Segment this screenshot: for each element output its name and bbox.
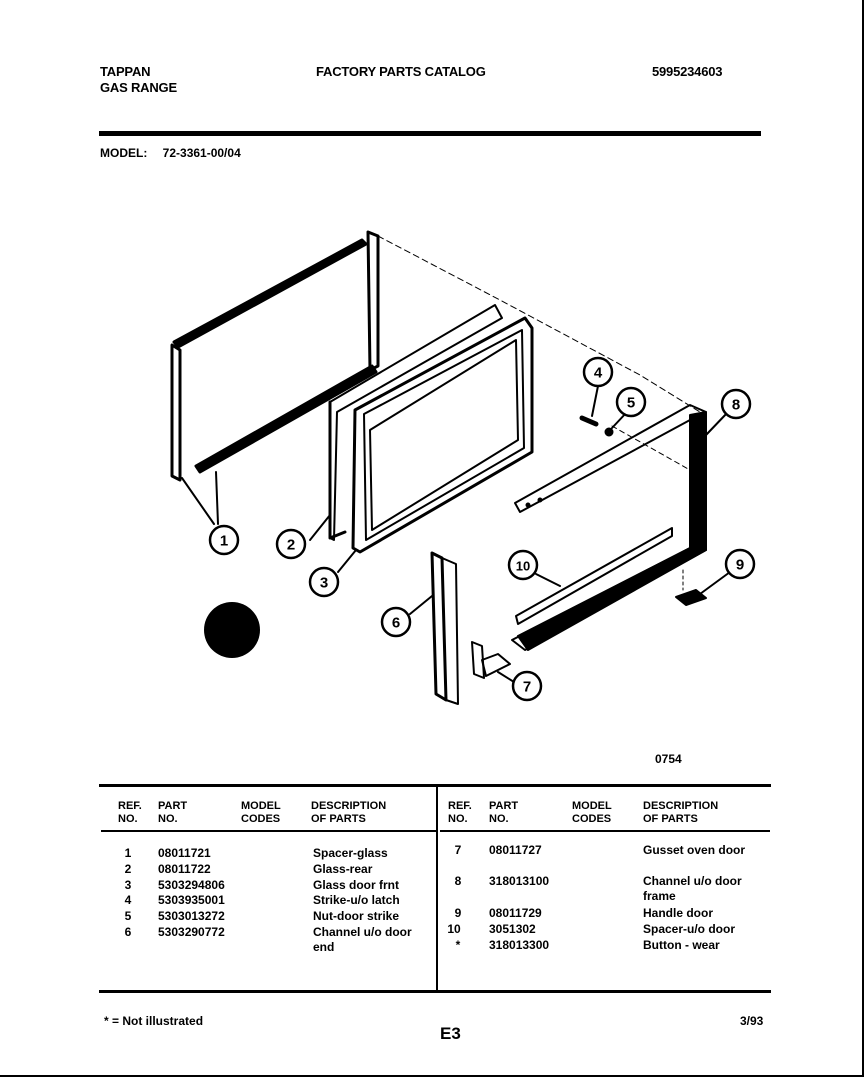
header-text: DESCRIPTION (643, 800, 719, 812)
header-text: OF PARTS (643, 813, 698, 825)
part-no: 08011727 (489, 843, 542, 857)
ref-no: 10 (447, 922, 461, 936)
ref-no: 9 (454, 906, 462, 920)
header-text: CODES (241, 813, 281, 825)
header-text: MODEL (572, 800, 612, 812)
header-divider (99, 131, 761, 136)
description: Glass door frnt (313, 878, 400, 892)
part-no: 5303294806 (158, 878, 225, 892)
model-number: 72-3361-00/04 (162, 146, 241, 160)
header-description-right (643, 800, 718, 826)
header-model-codes-left (241, 800, 281, 826)
model-label: MODEL: (100, 146, 148, 160)
header-text: MODEL (241, 800, 281, 812)
header-text: CODES (572, 813, 612, 825)
ref-no: 8 (454, 874, 462, 888)
part-no: 3051302 (489, 922, 536, 936)
callout-10: 10 (515, 558, 531, 574)
callout-3: 3 (319, 574, 329, 592)
header-part-no-left (158, 800, 187, 826)
ref-no: 5 (124, 909, 132, 923)
ref-no: 1 (124, 846, 132, 860)
part-9-handle-door (676, 570, 730, 605)
part-no: 08011721 (158, 846, 211, 860)
brand-block (100, 64, 177, 96)
description: Nut-door strike (313, 909, 400, 923)
description: Spacer-u/o door (643, 922, 736, 936)
callout-5: 5 (626, 394, 636, 412)
part-no: 08011729 (489, 906, 542, 920)
catalog-number: 5995234603 (652, 64, 723, 79)
part-no: 5303935001 (158, 893, 225, 907)
description: Glass-rear (313, 862, 373, 876)
header-text: OF PARTS (311, 813, 366, 825)
table-column-divider (436, 787, 438, 990)
exploded-parts-diagram (150, 210, 790, 730)
ref-no: 4 (124, 893, 132, 907)
header-text: NO. (489, 813, 509, 825)
header-text: REF. (118, 800, 142, 812)
scan-smudge (204, 602, 260, 658)
header-text: REF. (448, 800, 472, 812)
date-code: 3/93 (740, 1014, 764, 1028)
callout-9: 9 (735, 556, 745, 574)
description: Strike-u/o latch (313, 893, 400, 907)
figure-number: 0754 (655, 752, 682, 766)
header-text: NO. (118, 813, 138, 825)
header-ref-no-left (118, 800, 142, 826)
brand-name: TAPPAN (100, 64, 151, 79)
callout-4: 4 (593, 364, 603, 382)
ref-no: 2 (124, 862, 132, 876)
catalog-title: FACTORY PARTS CATALOG (316, 64, 486, 79)
header-text: NO. (158, 813, 178, 825)
ref-no: 3 (124, 878, 132, 892)
callout-8: 8 (731, 396, 741, 414)
ref-no: 6 (124, 925, 132, 939)
header-underline-left (101, 830, 436, 832)
description: Channel u/o door end (313, 925, 412, 954)
part-2-glass-rear (310, 305, 502, 540)
product-type: GAS RANGE (100, 80, 177, 95)
model-line (100, 146, 241, 160)
header-underline-right (440, 830, 770, 832)
ref-no: * (455, 938, 461, 952)
part-6-channel-door-end (410, 553, 458, 704)
header-ref-no-right (448, 800, 472, 826)
callout-6: 6 (391, 614, 401, 632)
description: Handle door (643, 906, 714, 920)
description: Spacer-glass (313, 846, 388, 860)
not-illustrated-note: * = Not illustrated (104, 1014, 204, 1028)
page-code: E3 (440, 1024, 461, 1043)
part-1-spacer-glass (172, 232, 378, 524)
part-no: 5303290772 (158, 925, 225, 939)
part-8-channel-door-frame (512, 405, 728, 650)
table-top-rule (99, 784, 771, 787)
ref-no: 7 (454, 843, 462, 857)
description: Channel u/o door frame (643, 874, 742, 903)
part-no: 318013300 (489, 938, 550, 952)
callout-2: 2 (286, 536, 296, 554)
header-text: PART (158, 800, 188, 812)
header-model-codes-right (572, 800, 612, 826)
part-7-gusset-oven-door (472, 642, 514, 682)
description: Button - wear (643, 938, 720, 952)
part-no: 5303013272 (158, 909, 225, 923)
header-description-left (311, 800, 386, 826)
header-text: DESCRIPTION (311, 800, 387, 812)
description: Gusset oven door (643, 843, 746, 857)
header-text: PART (489, 800, 519, 812)
callout-1: 1 (219, 532, 229, 550)
part-no: 08011722 (158, 862, 211, 876)
header-text: NO. (448, 813, 468, 825)
callout-7: 7 (522, 678, 532, 696)
table-bottom-rule (99, 990, 771, 993)
header-part-no-right (489, 800, 518, 826)
part-no: 318013100 (489, 874, 550, 888)
